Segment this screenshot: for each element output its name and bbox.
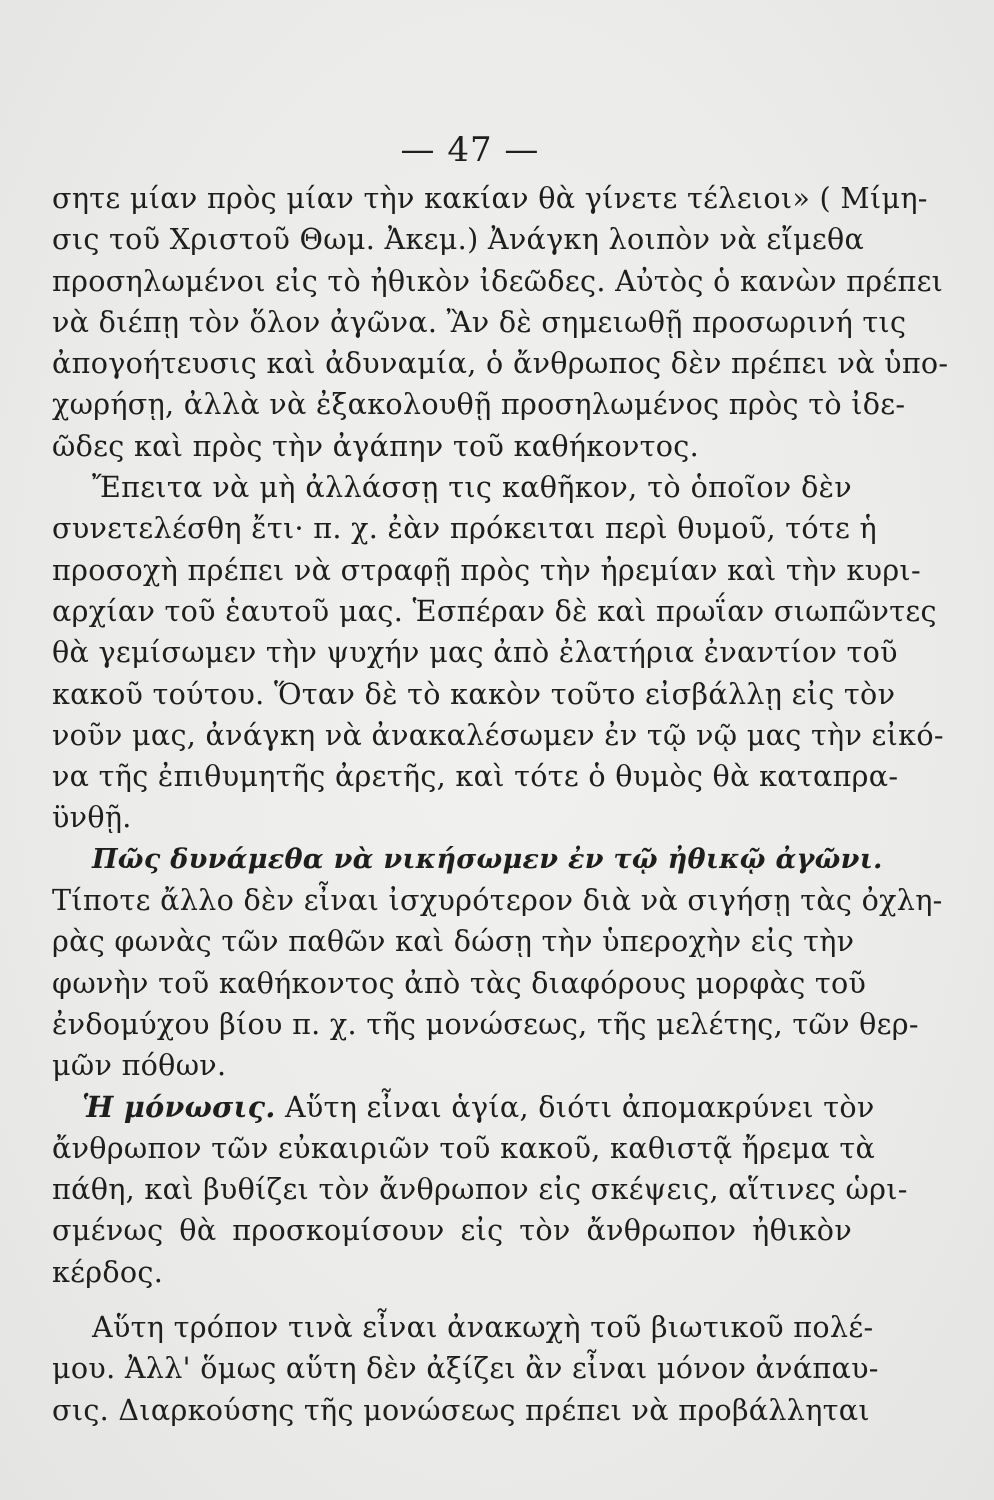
run-in-heading: Ἡ μόνωσις.	[82, 1089, 276, 1124]
text-line: μῶν πόθων.	[52, 1048, 227, 1083]
text-line-monosis	[52, 1087, 875, 1128]
paragraph-gap	[52, 1293, 852, 1307]
text-line: προσηλωμένοι εἰς τὸ ἠθικὸν ἰδεῶδες. Αὐτὸς ὁ κανὼν πρέπει	[52, 263, 944, 298]
text-line: Τίποτε ἄλλο δὲν εἶναι ἰσχυρότερον διὰ νὰ σιγήσῃ τὰς ὀχλη-	[52, 883, 943, 918]
text-line: ϋνθῇ.	[52, 800, 132, 835]
text-line: ἄνθρωπον τῶν εὐκαιριῶν τοῦ κακοῦ, καθιστᾷ ἤρεμα τὰ	[52, 1130, 876, 1165]
text-line: σμένως θὰ προσκομίσουν εἰς τὸν ἄνθρωπον ἠθικὸν	[52, 1213, 852, 1248]
text-line: σις. Διαρκούσης τῆς μονώσεως πρέπει νὰ προβάλληται	[52, 1392, 870, 1427]
text-line: Αὕτη τρόπον τινὰ εἶναι ἀνακωχὴ τοῦ βιωτικοῦ πολέ-	[92, 1310, 874, 1345]
text-line: σητε μίαν πρὸς μίαν τὴν κακίαν θὰ γίνετε τέλειοι» ( Μίμη-	[52, 181, 928, 215]
text-line: κέρδος.	[52, 1254, 164, 1289]
text-line: μου. Ἀλλ' ὅμως αὕτη δὲν ἀξίζει ἂν εἶναι μόνον ἀνάπαυ-	[52, 1351, 879, 1386]
text-line: συνετελέσθη ἔτι· π. χ. ἐὰν πρόκειται περὶ θυμοῦ, τότε ἡ	[52, 511, 877, 546]
text-line: νὰ διέπῃ τὸν ὅλον ἀγῶνα. Ἂν δὲ σημειωθῇ προσωρινή τις	[52, 304, 907, 339]
text-line: φωνὴν τοῦ καθήκοντος ἀπὸ τὰς διαφόρους μορφὰς τοῦ	[52, 965, 867, 1000]
text-line: να τῆς ἐπιθυμητῆς ἀρετῆς, καὶ τότε ὁ θυμὸς θὰ καταπρα-	[52, 759, 899, 794]
text-line: ἐνδομύχου βίου π. χ. τῆς μονώσεως, τῆς μελέτης, τῶν θερ-	[52, 1006, 919, 1041]
text-line: ἀπογοήτευσις καὶ ἀδυναμία, ὁ ἄνθρωπος δὲν πρέπει νὰ ὑπο-	[52, 346, 949, 381]
text-line: κακοῦ τούτου. Ὅταν δὲ τὸ κακὸν τοῦτο εἰσβάλλῃ εἰς τὸν	[52, 676, 896, 711]
section-heading: Πῶς δυνάμεθα νὰ νικήσωμεν ἐν τῷ ἠθικῷ ἀγῶνι.	[92, 843, 883, 875]
page-number: — 47 —	[400, 130, 540, 170]
text-line: αρχίαν τοῦ ἑαυτοῦ μας. Ἑσπέραν δὲ καὶ πρωΐαν σιωπῶντες	[52, 593, 937, 628]
body-text	[52, 178, 949, 1431]
text-line: χωρήσῃ, ἀλλὰ νὰ ἐξακολουθῇ προσηλωμένος πρὸς τὸ ἰδε-	[52, 387, 906, 422]
text-line: νοῦν μας, ἀνάγκη νὰ ἀνακαλέσωμεν ἐν τῷ νῷ μας τὴν εἰκό-	[52, 717, 944, 752]
text-line: σις τοῦ Χριστοῦ Θωμ. Ἀκεμ.) Ἀνάγκη λοιπὸν νὰ εἴμεθα	[52, 222, 865, 257]
text-line: θὰ γεμίσωμεν τὴν ψυχήν μας ἀπὸ ἐλατήρια ἐναντίον τοῦ	[52, 635, 898, 670]
text-line: πάθη, καὶ βυθίζει τὸν ἄνθρωπον εἰς σκέψεις, αἵτινες ὡρι-	[52, 1172, 908, 1207]
text-line: Ἔπειτα νὰ μὴ ἀλλάσσῃ τις καθῆκον, τὸ ὁποῖον δὲν	[92, 470, 852, 505]
text-line: ῶδες καὶ πρὸς τὴν ἀγάπην τοῦ καθήκοντος.	[52, 428, 700, 463]
text-line: ρὰς φωνὰς τῶν παθῶν καὶ δώσῃ τὴν ὑπεροχὴν εἰς τὴν	[52, 924, 855, 959]
text-line: προσοχὴ πρέπει νὰ στραφῇ πρὸς τὴν ἠρεμίαν καὶ τὴν κυρι-	[52, 552, 921, 587]
text-fragment: Αὕτη εἶναι ἁγία, διότι ἀπομακρύνει τὸν	[284, 1089, 875, 1124]
